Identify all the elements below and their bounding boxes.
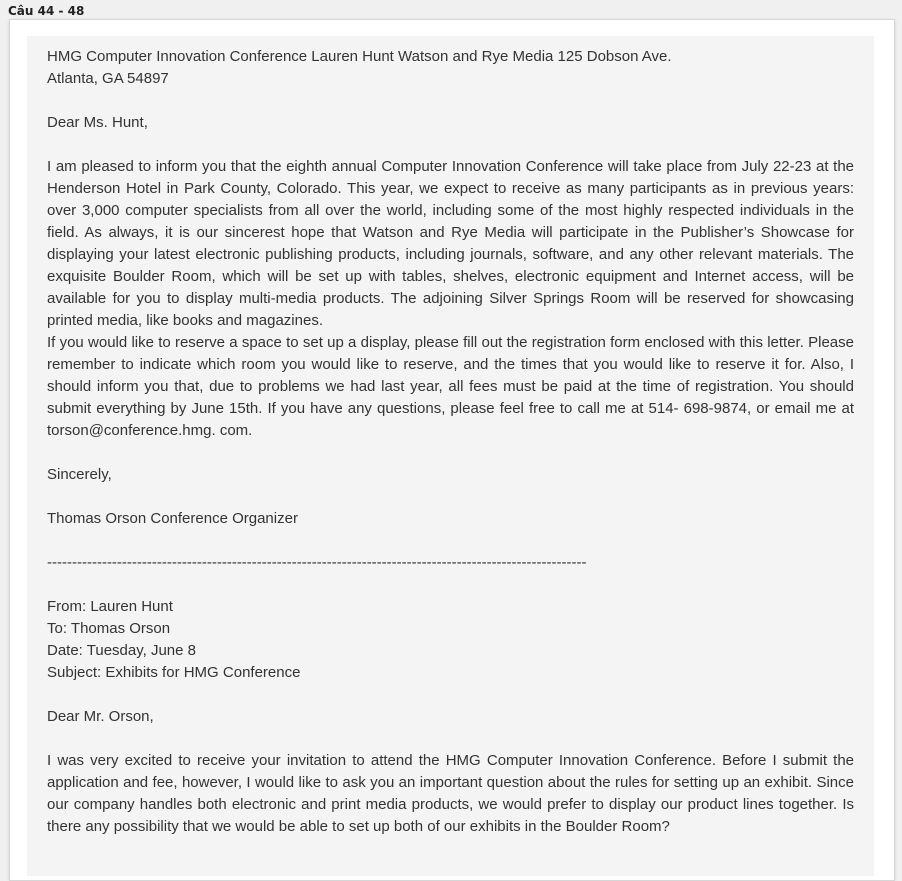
email-subject: Subject: Exhibits for HMG Conference — [47, 664, 301, 681]
email-from: From: Lauren Hunt — [47, 598, 173, 615]
address-line-1: HMG Computer Innovation Conference Lauren Hunt Watson and Rye Media 125 Dobson Ave. — [47, 48, 672, 65]
email-to: To: Thomas Orson — [47, 620, 171, 637]
email-header — [47, 596, 854, 684]
section-label: Câu 44 - 48 — [8, 4, 85, 18]
letter-paragraph-2: If you would like to reserve a space to set up a display, please fill out the registration form enclosed with this letter. Please remember to indicate which room you would like to reserve, and the times that you would like to reserve it for. Also, I should inform you that, due to problems we had last year, all fees must be paid at the time of registration. You should submit everything by June 15th. If you have any questions, please feel free to call me at 514- 698-9874, or email me at torson@conference.hmg. com. — [47, 334, 854, 439]
letter-signature: Thomas Orson Conference Organizer — [47, 510, 298, 527]
email-paragraph-1: I was very excited to receive your invitation to attend the HMG Computer Innovation Conference. Before I submit the application and fee, however, I would like to ask you an important question about the rules for setting up an exhibit. Since our company handles both electronic and print media products, we would prefer to display our product lines together. Is there any possibility that we would be able to set up both of our exhibits in the Boulder Room? — [47, 752, 854, 835]
address-line-2: Atlanta, GA 54897 — [47, 70, 169, 87]
letter-paragraph-1: I am pleased to inform you that the eighth annual Computer Innovation Conference will take place from July 22-23 at the Henderson Hotel in Park County, Colorado. This year, we expect to receive as many participants as in previous years: over 3,000 computer specialists from all over the world, including some of the most highly respected individuals in the field. As always, it is our sincerest hope that Watson and Rye Media will participate in the Publisher’s Showcase for displaying your latest electronic publishing products, including journals, software, and any other relevant materials. The exquisite Boulder Room, which will be set up with tables, shelves, electronic equipment and Internet access, will be available for you to display multi-media products. The adjoining Silver Springs Room will be reserved for showcasing printed media, like books and magazines. — [47, 158, 854, 329]
email-date: Date: Tuesday, June 8 — [47, 642, 196, 659]
letter-closing: Sincerely, — [47, 466, 112, 483]
email-salutation: Dear Mr. Orson, — [47, 708, 154, 725]
section-divider: ------------------------------------------------------------------------------------------------------------ — [47, 554, 587, 571]
letter-salutation: Dear Ms. Hunt, — [47, 114, 148, 131]
passage-content — [47, 46, 854, 860]
letter-address — [47, 46, 854, 90]
